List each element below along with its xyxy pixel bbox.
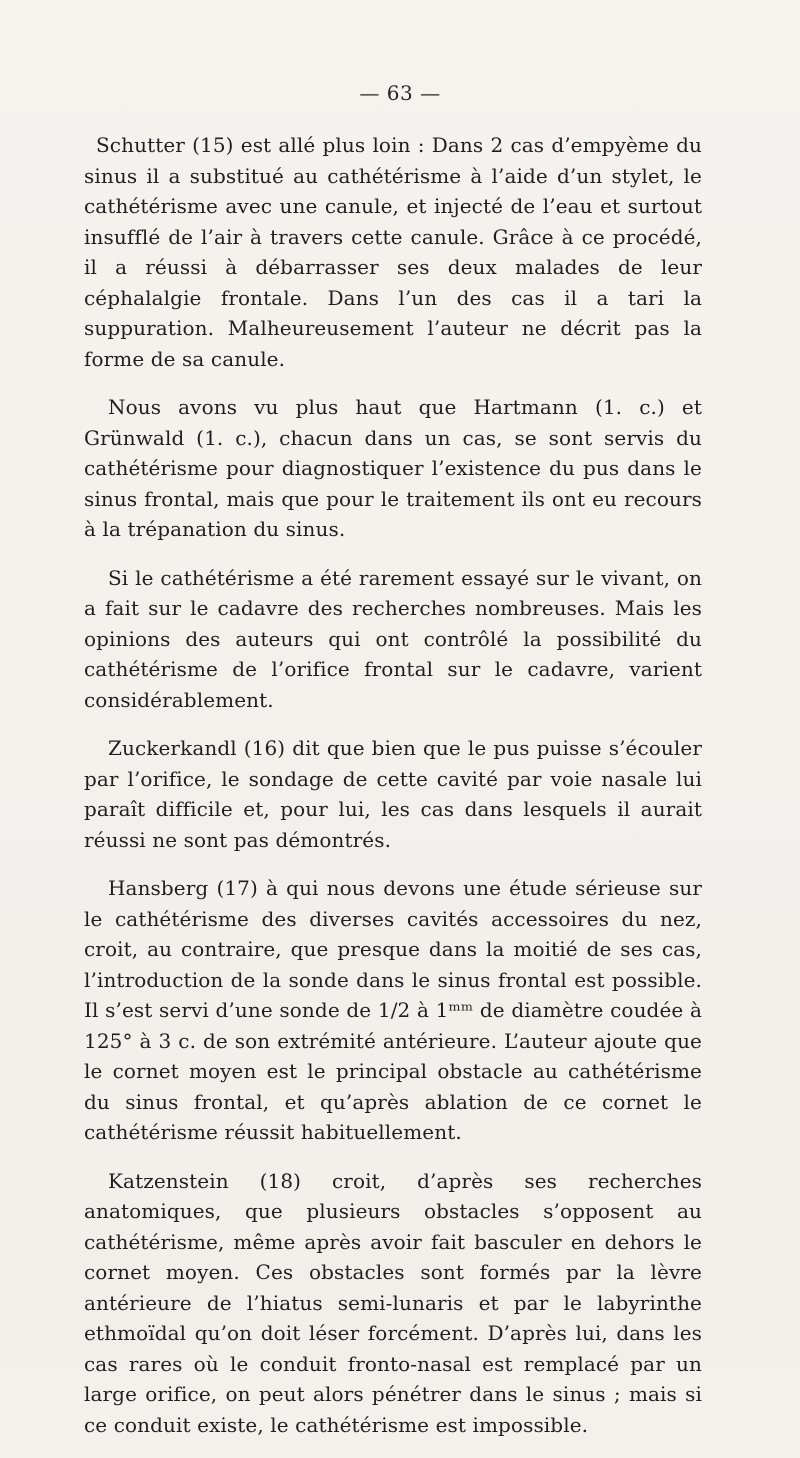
paragraph-katzenstein: Katzenstein (18) croit, d’après ses recherches anatomiques, que plusieurs obstacles s’opposent au cathétérisme, même après avoir fait basculer en dehors le cornet moyen. Ces obstacles sont formés par la lèvre antérieure de l’hiatus semi-lunaris et par le labyrinthe ethmoïdal qu’on doit léser forcément. D’après lui, dans les cas rares où le conduit fronto-nasal est remplacé par un large orifice, on peut alors pénétrer dans le sinus ; mais si ce conduit existe, le cathétérisme est impossible. (84, 1168, 702, 1437)
page-number: — 63 — (359, 81, 441, 105)
paragraph-schutter: Schutter (15) est allé plus loin : Dans 2 cas d’empyème du sinus il a substitué au cathétérisme à l’aide d’un stylet, le cathétérisme avec une canule, et injecté de l’eau et surtout insufflé de l’air à travers cette canule. Grâce à ce procédé, il a réussi à débarrasser ses deux malades de leur céphalalgie frontale. Dans l’un des cas il a tari la suppuration. Malheureusement l’auteur ne décrit pas la forme de sa canule. (84, 133, 702, 371)
page-body (84, 130, 702, 1458)
paragraph-zuckerkandl: Zuckerkandl (16) dit que bien que le pus puisse s’écouler par l’orifice, le sondage de cette cavité par voie nasale lui paraît difficile et, pour lui, les cas dans lesquels il aurait réussi ne sont pas démontrés. (84, 736, 702, 852)
paragraph-cadaver-research: Si le cathétérisme a été rarement essayé sur le vivant, on a fait sur le cadavre des recherches nombreuses. Mais les opinions des auteurs qui ont contrôlé la possibilité du cathétérisme de l’orifice frontal sur le cadavre, varient considérablement. (84, 565, 702, 712)
paragraph-hartmann-grunwald: Nous avons vu plus haut que Hartmann (1. c.) et Grünwald (1. c.), chacun dans un cas, se sont servis du cathétérisme pour diagnostiquer l’existence du pus dans le sinus frontal, mais que pour le traitement ils ont eu recours à la trépanation du sinus. (84, 395, 702, 541)
paragraph-hansberg: Hansberg (17) à qui nous devons une étude sérieuse sur le cathétérisme des diverses cavités accessoires du nez, croit, au contraire, que presque dans la moitié de ses cas, l’introduction de la sonde dans le sinus frontal est possible. Il s’est servi d’une sonde de 1/2 à 1ᵐᵐ de diamètre coudée à 125° à 3 c. de son extrémité antérieure. L’auteur ajoute que le cornet moyen est le principal obstacle au cathétérisme du sinus frontal, et qu’après ablation de ce cornet le cathétérisme réussit habituellement. (84, 876, 702, 1144)
